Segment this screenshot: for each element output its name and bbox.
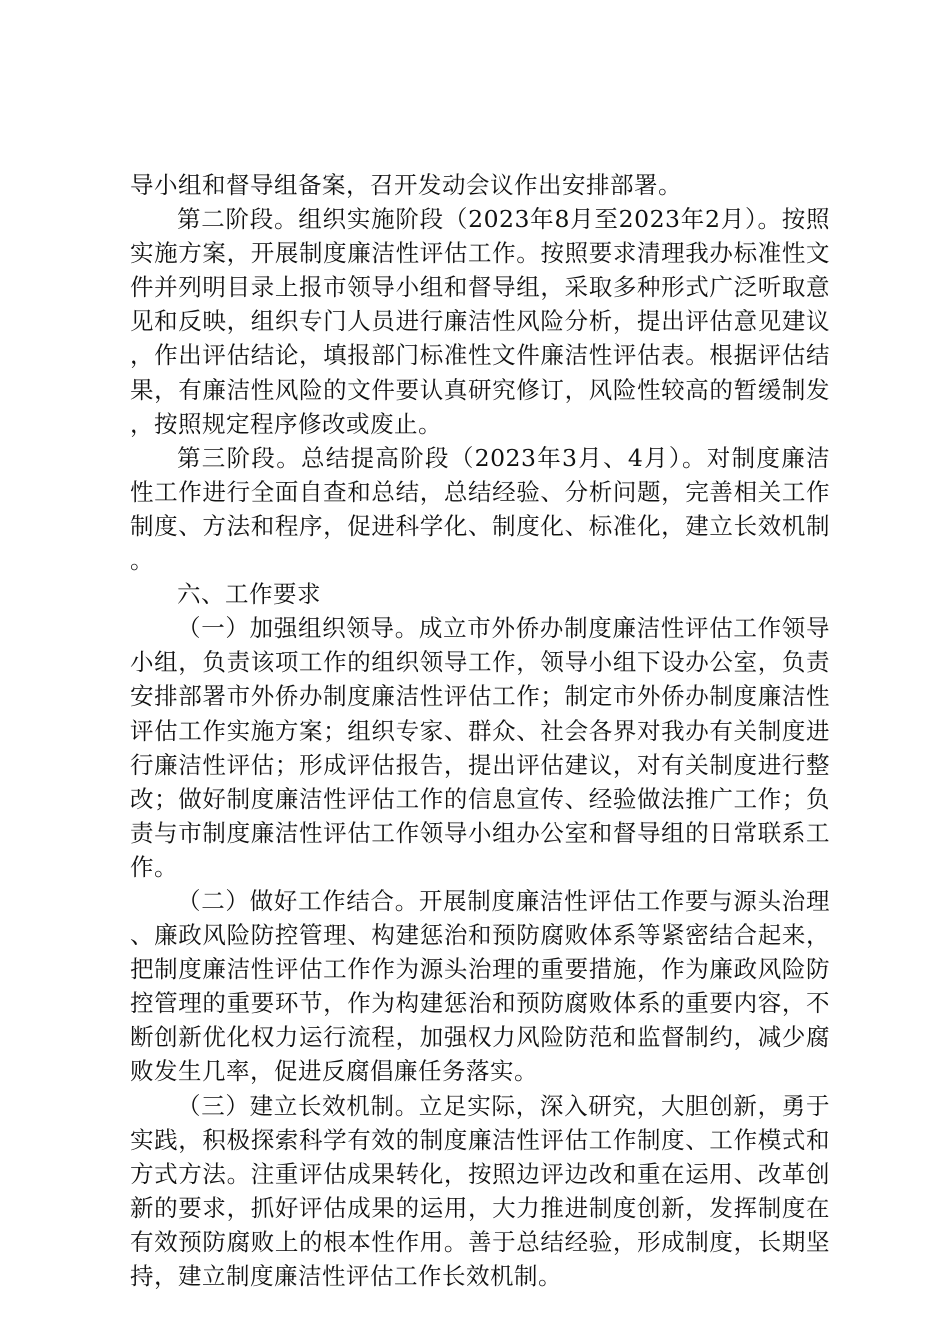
paragraph-phase-three: 第三阶段。总结提高阶段（2023年3月、4月）。对制度廉洁性工作进行全面自查和总结，总结经验、分析问题，完善相关工作制度、方法和程序，促进科学化、制度化、标准化，建立长效机制。: [130, 443, 830, 575]
paragraph-continuation: 导小组和督导组备案，召开发动会议作出安排部署。: [130, 171, 682, 199]
paragraph-requirement-one: （一）加强组织领导。成立市外侨办制度廉洁性评估工作领导小组，负责该项工作的组织领导工作，领导小组下设办公室，负责安排部署市外侨办制度廉洁性评估工作；制定市外侨办制度廉洁性评估工作实施方案；组织专家、群众、社会各界对我办有关制度进行廉洁性评估；形成评估报告，提出评估建议，对有关制度进行整改；做好制度廉洁性评估工作的信息宣传、经验做法推广工作；负责与市制度廉洁性评估工作领导小组办公室和督导组的日常联系工作。: [130, 614, 830, 881]
paragraph-phase-two: 第二阶段。组织实施阶段（2023年8月至2023年2月）。按照实施方案，开展制度廉洁性评估工作。按照要求清理我办标准性文件并列明目录上报市领导小组和督导组，采取多种形式广泛听取意见和反映，组织专门人员进行廉洁性风险分析，提出评估意见建议，作出评估结论，填报部门标准性文件廉洁性评估表。根据评估结果，有廉洁性风险的文件要认真研究修订，风险性较高的暂缓制发，按照规定程序修改或废止。: [130, 205, 830, 438]
document-body: [130, 168, 830, 1293]
section-heading-work-requirements: 六、工作要求: [177, 580, 321, 609]
paragraph-requirement-two: （二）做好工作结合。开展制度廉洁性评估工作要与源头治理、廉政风险防控管理、构建惩治和预防腐败体系等紧密结合起来，把制度廉洁性评估工作作为源头治理的重要措施，作为廉政风险防控管理的重要环节，作为构建惩治和预防腐败体系的重要内容，不断创新优化权力运行流程，加强权力风险防范和监督制约，减少腐败发生几率，促进反腐倡廉任务落实。: [130, 886, 830, 1086]
paragraph-requirement-three: （三）建立长效机制。立足实际，深入研究，大胆创新，勇于实践，积极探索科学有效的制度廉洁性评估工作制度、工作模式和方式方法。注重评估成果转化，按照边评边改和重在运用、改革创新的要求，抓好评估成果的运用，大力推进制度创新，发挥制度在有效预防腐败上的根本性作用。善于总结经验，形成制度，长期坚持，建立制度廉洁性评估工作长效机制。: [130, 1091, 830, 1290]
